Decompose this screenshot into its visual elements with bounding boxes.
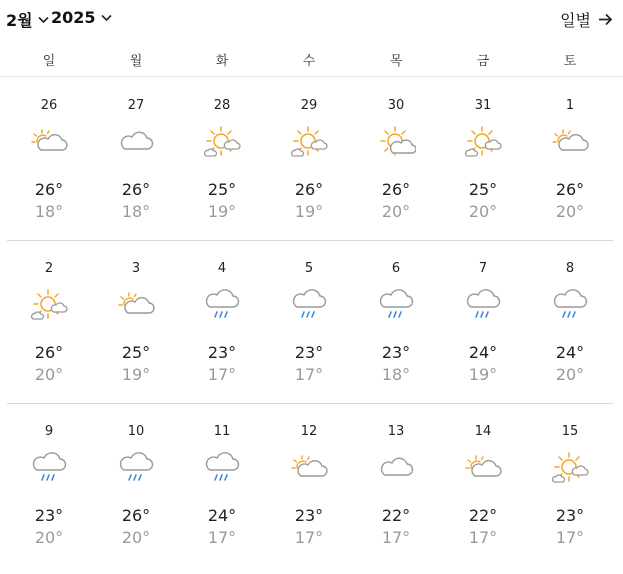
- high-temperature: 25°: [121, 343, 151, 362]
- day-number: 6: [391, 261, 401, 276]
- low-temperature: 20°: [34, 528, 64, 547]
- day-number: 13: [387, 424, 405, 439]
- cloud-icon: [116, 122, 156, 162]
- weekday-header-row: [0, 44, 623, 77]
- day-cell[interactable]: [269, 98, 349, 248]
- low-temperature: 19°: [207, 202, 237, 221]
- low-temperature: 20°: [381, 202, 411, 221]
- day-cell[interactable]: [443, 261, 523, 411]
- day-cell[interactable]: [9, 261, 89, 411]
- rain-icon: [116, 448, 156, 488]
- partly-sunny-icon: [29, 122, 69, 162]
- day-cell[interactable]: [182, 98, 262, 248]
- high-temperature: 22°: [381, 506, 411, 525]
- day-number: 2: [44, 261, 54, 276]
- day-number: 5: [304, 261, 314, 276]
- high-temperature: 26°: [294, 180, 324, 199]
- day-number: 8: [565, 261, 575, 276]
- day-number: 7: [478, 261, 488, 276]
- day-cell[interactable]: [96, 261, 176, 411]
- sun-small-clouds-icon: [550, 448, 590, 488]
- day-cell[interactable]: [443, 424, 523, 574]
- arrow-right-icon: [598, 13, 613, 26]
- weekday-thu: 목: [389, 54, 403, 69]
- chevron-down-icon: [101, 14, 112, 22]
- partly-sunny-icon: [116, 285, 156, 325]
- day-cell[interactable]: [269, 261, 349, 411]
- low-temperature: 19°: [468, 365, 498, 384]
- low-temperature: 17°: [555, 528, 585, 547]
- sun-small-clouds-icon: [463, 122, 503, 162]
- day-number: 31: [474, 98, 492, 113]
- day-cell[interactable]: [9, 424, 89, 574]
- low-temperature: 17°: [294, 365, 324, 384]
- day-number: 26: [40, 98, 58, 113]
- day-cell[interactable]: [96, 98, 176, 248]
- low-temperature: 19°: [294, 202, 324, 221]
- day-number: 27: [127, 98, 145, 113]
- day-cell[interactable]: [182, 424, 262, 574]
- sun-cloud-icon: [376, 122, 416, 162]
- high-temperature: 26°: [121, 180, 151, 199]
- low-temperature: 20°: [121, 528, 151, 547]
- weekday-sun: 일: [42, 54, 56, 69]
- weekday-wed: 수: [302, 54, 316, 69]
- high-temperature: 26°: [34, 180, 64, 199]
- day-cell[interactable]: [96, 424, 176, 574]
- day-number: 9: [44, 424, 54, 439]
- high-temperature: 23°: [294, 506, 324, 525]
- rain-icon: [29, 448, 69, 488]
- day-number: 12: [300, 424, 318, 439]
- high-temperature: 23°: [34, 506, 64, 525]
- daily-view-link[interactable]: [560, 8, 613, 31]
- weekday-tue: 화: [215, 54, 229, 69]
- high-temperature: 26°: [121, 506, 151, 525]
- month-selector[interactable]: [6, 8, 49, 31]
- day-number: 1: [565, 98, 575, 113]
- high-temperature: 23°: [381, 343, 411, 362]
- high-temperature: 22°: [468, 506, 498, 525]
- calendar-header: [0, 0, 623, 36]
- low-temperature: 20°: [34, 365, 64, 384]
- day-cell[interactable]: [9, 98, 89, 248]
- day-number: 14: [474, 424, 492, 439]
- low-temperature: 18°: [121, 202, 151, 221]
- day-cell[interactable]: [530, 424, 610, 574]
- day-number: 29: [300, 98, 318, 113]
- low-temperature: 17°: [294, 528, 324, 547]
- day-cell[interactable]: [182, 261, 262, 411]
- day-cell[interactable]: [269, 424, 349, 574]
- day-number: 28: [213, 98, 231, 113]
- sun-small-clouds-icon: [289, 122, 329, 162]
- rain-icon: [289, 285, 329, 325]
- year-selector[interactable]: [51, 8, 112, 27]
- sun-small-clouds-icon: [29, 285, 69, 325]
- high-temperature: 25°: [468, 180, 498, 199]
- low-temperature: 17°: [207, 365, 237, 384]
- high-temperature: 24°: [468, 343, 498, 362]
- low-temperature: 19°: [121, 365, 151, 384]
- day-cell[interactable]: [530, 261, 610, 411]
- day-number: 30: [387, 98, 405, 113]
- rain-icon: [202, 448, 242, 488]
- high-temperature: 23°: [294, 343, 324, 362]
- partly-sunny-icon: [550, 122, 590, 162]
- month-label: 2월: [6, 11, 33, 30]
- high-temperature: 23°: [207, 343, 237, 362]
- low-temperature: 20°: [555, 202, 585, 221]
- rain-icon: [202, 285, 242, 325]
- day-number: 10: [127, 424, 145, 439]
- day-number: 4: [217, 261, 227, 276]
- partly-sunny-icon: [463, 448, 503, 488]
- low-temperature: 20°: [468, 202, 498, 221]
- high-temperature: 24°: [555, 343, 585, 362]
- rain-icon: [463, 285, 503, 325]
- high-temperature: 26°: [34, 343, 64, 362]
- day-cell[interactable]: [356, 98, 436, 248]
- sun-small-clouds-icon: [202, 122, 242, 162]
- high-temperature: 26°: [381, 180, 411, 199]
- partly-sunny-icon: [289, 448, 329, 488]
- daily-view-label: 일별: [560, 11, 591, 30]
- day-number: 15: [561, 424, 579, 439]
- low-temperature: 20°: [555, 365, 585, 384]
- high-temperature: 25°: [207, 180, 237, 199]
- year-label: 2025: [51, 8, 96, 27]
- day-cell[interactable]: [356, 424, 436, 574]
- low-temperature: 17°: [207, 528, 237, 547]
- weekday-fri: 금: [476, 54, 490, 69]
- low-temperature: 17°: [381, 528, 411, 547]
- low-temperature: 18°: [381, 365, 411, 384]
- day-cell[interactable]: [356, 261, 436, 411]
- rain-icon: [376, 285, 416, 325]
- day-number: 11: [213, 424, 231, 439]
- high-temperature: 24°: [207, 506, 237, 525]
- high-temperature: 26°: [555, 180, 585, 199]
- day-number: 3: [131, 261, 141, 276]
- day-cell[interactable]: [530, 98, 610, 248]
- low-temperature: 18°: [34, 202, 64, 221]
- high-temperature: 23°: [555, 506, 585, 525]
- chevron-down-icon: [38, 16, 49, 24]
- rain-icon: [550, 285, 590, 325]
- weekday-sat: 토: [563, 54, 577, 69]
- weekday-mon: 월: [129, 54, 143, 69]
- low-temperature: 17°: [468, 528, 498, 547]
- day-cell[interactable]: [443, 98, 523, 248]
- cloud-icon: [376, 448, 416, 488]
